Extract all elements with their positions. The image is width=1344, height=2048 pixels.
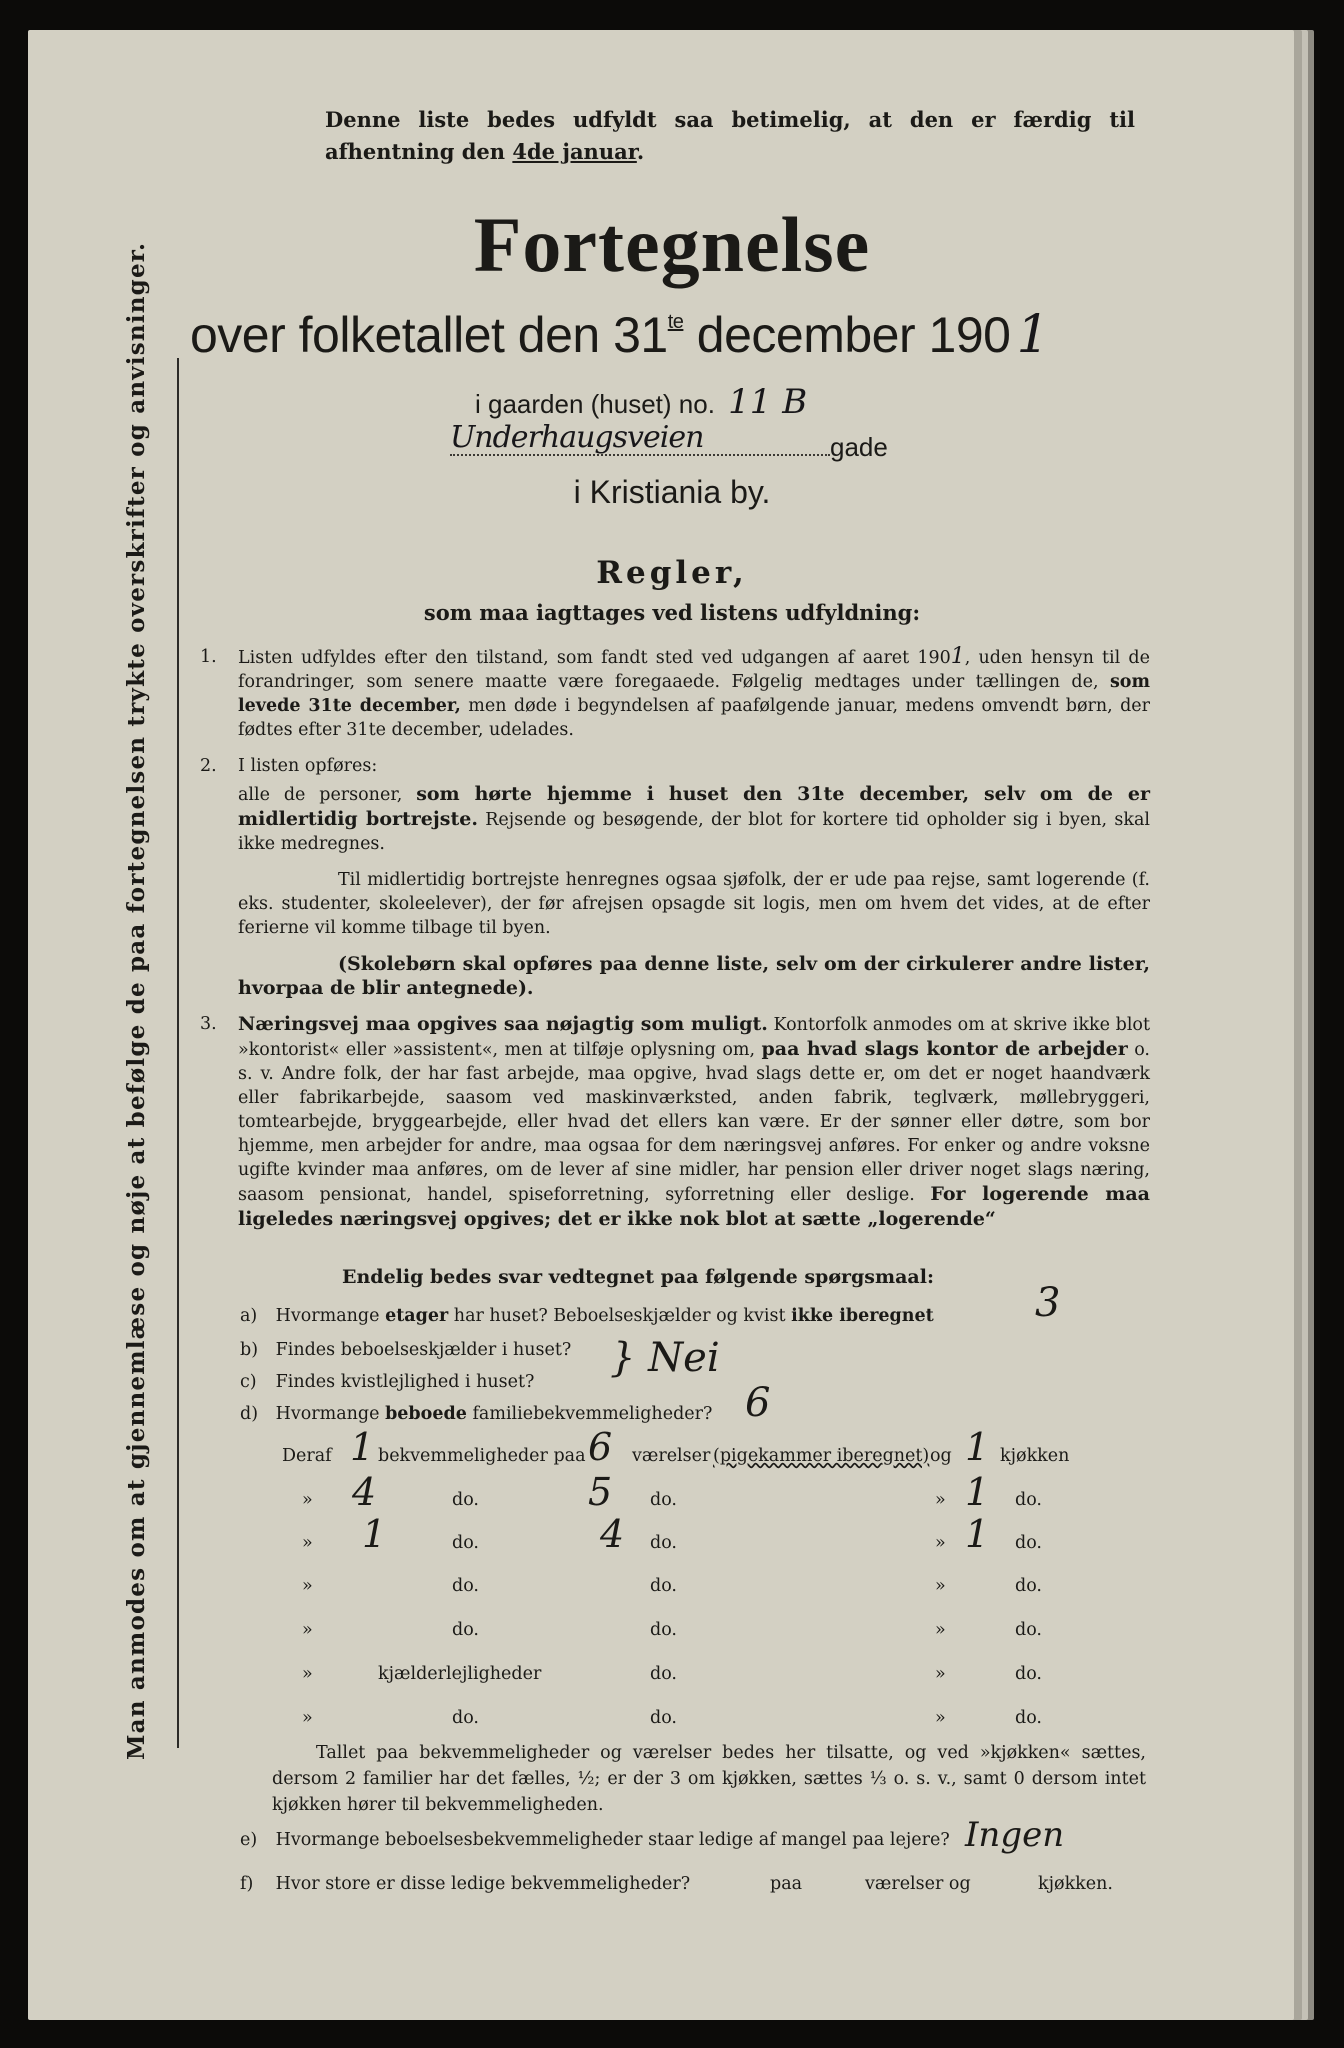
handwritten-year-digit: 1	[1016, 305, 1050, 365]
do-label: do.	[1015, 1708, 1042, 1728]
rule-3-bold-1: Næringsvej maa opgives saa nøjagtig som muligt.	[238, 1013, 768, 1035]
ditto-mark: »	[302, 1490, 313, 1510]
notice-suffix: .	[636, 139, 645, 164]
question-f-text: Hvor store er disse ledige bekvemmeligheder?	[275, 1874, 691, 1894]
rooms-note: Tallet paa bekvemmeligheder og værelser bedes her tilsatte, og ved »kjøkken« sættes, dersom 2 familier har det fælles, ½; er der 3 om kjøkken, sættes ⅓ o. s. v., samt 0 dersom intet kjøkken hører til bekvemmeligheden.	[272, 1743, 1146, 1815]
answer-basement-attic[interactable]: } Nei	[610, 1335, 720, 1381]
ditto-mark: »	[935, 1620, 946, 1640]
do-label: do.	[1015, 1490, 1042, 1510]
notice-prefix: afhentning den	[325, 139, 513, 164]
rule-1	[200, 645, 1150, 742]
row2-rooms[interactable]: 5	[588, 1470, 613, 1514]
rule-3-bold-2: paa hvad slags kontor de arbejder	[761, 1038, 1128, 1060]
rule-2-part-b: Rejsende og besøgende, der blot for kortere tid opholder sig i byen, skal ikke medregnes.	[238, 810, 1150, 854]
question-a-bold-2: ikke iberegnet	[791, 1306, 934, 1326]
subtitle-sup: te	[667, 311, 684, 333]
question-label: e)	[240, 1830, 258, 1850]
handwritten-year: 1	[950, 644, 965, 669]
og-label: og	[930, 1446, 952, 1466]
subtitle-prefix: over folketallet den 31	[190, 307, 668, 363]
rule-2-head: I listen opføres:	[238, 756, 378, 776]
question-a-mid: har huset? Beboelseskjælder og kvist	[453, 1306, 786, 1326]
answer-vacant[interactable]: Ingen	[965, 1815, 1065, 1855]
f-kj-label: kjøkken.	[1038, 1874, 1113, 1894]
question-label: a)	[240, 1306, 258, 1326]
bekv-label: bekvemmeligheder paa	[378, 1446, 586, 1466]
question-d-post: familiebekvemmeligheder?	[472, 1404, 713, 1424]
rule-1-part-c: men døde i begyndelsen af paafølgende januar, medens omvendt børn, der fødtes efter 31te december, udelades.	[238, 696, 1151, 740]
do-label: do.	[650, 1620, 677, 1640]
do-label: do.	[650, 1490, 677, 1510]
rules-list	[200, 645, 1150, 1244]
pickup-notice	[325, 104, 1135, 168]
row3-kitchen[interactable]: 1	[965, 1512, 990, 1556]
question-d-bold: beboede	[385, 1404, 467, 1424]
house-number-field[interactable]: 11 B	[728, 382, 808, 422]
do-label: do.	[650, 1576, 677, 1596]
ditto-mark: »	[935, 1708, 946, 1728]
row3-rooms[interactable]: 4	[600, 1512, 625, 1556]
do-label: do.	[650, 1708, 677, 1728]
answer-dwellings[interactable]: 6	[745, 1380, 771, 1426]
rule-3-bold-3: For logerende maa ligeledes næringsvej opgives; det er ikke nok blot at sætte „logerende“	[238, 1183, 1150, 1230]
form-title: Fortegnelse	[473, 201, 871, 288]
notice-line-2	[325, 136, 1135, 168]
question-d	[240, 1404, 712, 1424]
rule-number: 3.	[200, 1014, 217, 1034]
ditto-mark: »	[935, 1533, 946, 1553]
do-label: do.	[650, 1533, 677, 1553]
question-e-text: Hvormange beboelsesbekvemmeligheder staar ledige af mangel paa lejere?	[275, 1830, 950, 1850]
question-f	[240, 1874, 690, 1894]
question-label: f)	[240, 1874, 254, 1894]
question-d-pre: Hvormange	[275, 1404, 380, 1424]
form-subtitle	[190, 305, 1150, 365]
ditto-mark: »	[935, 1664, 946, 1684]
house-number-line	[475, 382, 807, 422]
street-name-field[interactable]: Underhaugsveien	[450, 420, 704, 455]
do-label: do.	[452, 1490, 479, 1510]
answer-floors[interactable]: 3	[1035, 1280, 1061, 1326]
row2-kitchen[interactable]: 1	[965, 1470, 990, 1514]
rules-subheading: som maa iagttages ved listens udfyldning:	[423, 600, 921, 625]
rule-number: 2.	[200, 756, 217, 776]
rule-2-para-2: Til midlertidig bortrejste henregnes ogsaa sjøfolk, der er ude paa rejse, samt logerende (f. eks. studenter, skoleelever), der før afrejsen opsagde sit logis, men om hvem det vides, at de efter ferierne vil komme tilbage til byen.	[238, 870, 1150, 938]
question-label: d)	[240, 1404, 259, 1424]
kjokken-label: kjøkken	[1000, 1446, 1070, 1466]
ditto-mark: »	[302, 1620, 313, 1640]
rule-3-part-a: Kontorfolk anmodes om at skrive ikke blot »kontorist« eller »assistent«, men at tilføje oplysning om,	[238, 1015, 1150, 1060]
rule-2	[200, 754, 1150, 1000]
question-label: c)	[240, 1372, 257, 1392]
street-line	[450, 420, 1170, 468]
vaer-label: værelser	[632, 1446, 711, 1466]
city-line: i Kristiania by.	[573, 474, 771, 510]
gade-label: gade	[830, 432, 888, 462]
row3-count[interactable]: 1	[362, 1512, 387, 1556]
rule-2-part-a: alle de personer,	[238, 785, 403, 805]
row1-rooms[interactable]: 6	[588, 1425, 613, 1469]
ditto-mark: »	[302, 1533, 313, 1553]
do-label: do.	[1015, 1664, 1042, 1684]
question-e	[240, 1830, 950, 1850]
gaarden-label: i gaarden (huset) no.	[475, 389, 715, 419]
do-label: do.	[1015, 1533, 1042, 1553]
do-label: do.	[1015, 1620, 1042, 1640]
ditto-mark: »	[935, 1576, 946, 1596]
question-label: b)	[240, 1340, 259, 1360]
do-label: do.	[1015, 1576, 1042, 1596]
do-label: do.	[452, 1620, 479, 1640]
rule-2-para-3: (Skolebørn skal opføres paa denne liste, selv om der cirkulerer andre lister, hvorpaa de blir antegnede).	[238, 953, 1150, 999]
rule-2-bold: som hørte hjemme i huset den 31te december, selv om de er midlertidig bortrejste.	[238, 783, 1150, 830]
f-vaer-label: værelser og	[865, 1874, 971, 1894]
basement-apartments-label: kjælderlejligheder	[378, 1664, 542, 1684]
street-dotted-line	[450, 454, 830, 456]
do-label: do.	[452, 1708, 479, 1728]
question-a	[240, 1306, 934, 1326]
row2-count[interactable]: 4	[352, 1470, 377, 1514]
rule-number: 1.	[200, 647, 217, 667]
question-a-pre: Hvormange	[275, 1306, 380, 1326]
ditto-mark: »	[302, 1576, 313, 1596]
ditto-mark: »	[935, 1490, 946, 1510]
question-a-bold: etager	[385, 1306, 449, 1326]
deraf-label: Deraf	[282, 1446, 332, 1466]
subtitle-suffix: december 190	[683, 307, 1011, 363]
row1-count[interactable]: 1	[350, 1425, 375, 1469]
question-c	[240, 1372, 534, 1392]
side-instruction: Man anmodes om at gjennemlæse og nøje at befølge de paa fortegnelsen trykte overskrifter og anvisninger.	[123, 241, 150, 1760]
do-label: do.	[452, 1576, 479, 1596]
question-c-text: Findes kvistlejlighed i huset?	[275, 1372, 535, 1392]
rules-heading: Regler,	[596, 555, 748, 591]
notice-line-1: Denne liste bedes udfyldt saa betimelig, at den er færdig til	[325, 107, 1135, 132]
rule-1-bold: som levede 31te december,	[238, 672, 1150, 716]
pigekammer-label: (pigekammer iberegnet)	[713, 1446, 930, 1466]
ditto-mark: »	[302, 1664, 313, 1684]
row1-kitchen[interactable]: 1	[965, 1425, 990, 1469]
ditto-mark: »	[302, 1708, 313, 1728]
do-label: do.	[452, 1533, 479, 1553]
question-b-text: Findes beboelseskjælder i huset?	[275, 1340, 572, 1360]
pickup-date: 4de januar	[512, 139, 637, 164]
rule-1-text	[238, 645, 1150, 742]
do-label: do.	[650, 1664, 677, 1684]
rule-1-part-a: Listen udfyldes efter den tilstand, som fandt sted ved udgangen af aaret 190	[238, 648, 951, 668]
rule-1-part-b: , uden hensyn til de forandringer, som senere maatte være foregaaede. Følgelig medtages under tællingen de,	[238, 648, 1150, 692]
questions-intro: Endelig bedes svar vedtegnet paa følgende spørgsmaal:	[342, 1266, 934, 1288]
question-b	[240, 1340, 571, 1360]
f-paa-label: paa	[770, 1874, 803, 1894]
rule-3-text	[238, 1012, 1150, 1232]
rule-2-text	[238, 782, 1150, 856]
rule-3-part-b: o. s. v. Andre folk, der har fast arbejde, maa opgive, hvad slags dette er, om det er noget haandværk eller fabrikarbejde, saasom ved maskinværksted, anden fabrik, teglværk, møllebryggeri, tomtearbejde, bryggearbejde, eller hvad det ellers kan være. Er der sønner eller døtre, som bor hjemme, men arbejder for andre, maa ogsaa for dem næringsvej anføres. For enker og andre voksne ugifte kvinder maa anføres, om de lever af sine midler, har pension eller driver noget slags næring, saasom pensionat, handel, spiseforretning, syforretning eller deslige.	[238, 1040, 1150, 1205]
rule-3	[200, 1012, 1150, 1232]
